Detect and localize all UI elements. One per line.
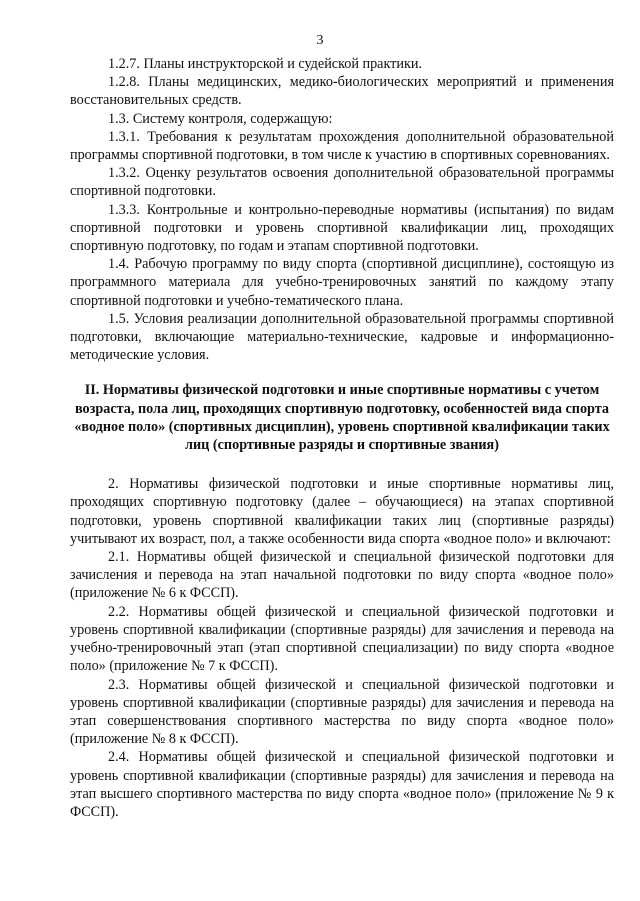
paragraph-2-1: 2.1. Нормативы общей физической и специальной физической подготовки для зачисления и перевода на этап начальной подготовки по виду спорта «водное поло» (приложение № 6 к ФССП). bbox=[70, 549, 614, 602]
paragraph-1-3-3: 1.3.3. Контрольные и контрольно-переводные нормативы (испытания) по видам спортивной подготовки и уровень спортивной квалификации лиц, проходящих спортивную подготовку, по годам и этапам спортивной подготовки. bbox=[70, 201, 614, 255]
paragraph-1-3: 1.3. Систему контроля, содержащую: bbox=[108, 110, 333, 127]
paragraph-2-3: 2.3. Нормативы общей физической и специальной физической подготовки и уровень спортивной квалификации (спортивные разряды) для зачисления и перевода на этап совершенствования спортивного мастерства по виду спорта «водное поло» (приложение № 8 к ФССП). bbox=[70, 676, 614, 748]
page-number: 3 bbox=[316, 33, 324, 48]
paragraph-1-3-1: 1.3.1. Требования к результатам прохождения дополнительной образовательной программы спортивной подготовки, в том числе к участию в спортивных соревнованиях. bbox=[70, 128, 614, 164]
paragraph-1-3-2: 1.3.2. Оценку результатов освоения дополнительной образовательной программы спортивной подготовки. bbox=[70, 165, 614, 200]
paragraph-1-2-8: 1.2.8. Планы медицинских, медико-биологических мероприятий и применения восстановительных средств. bbox=[70, 74, 614, 109]
paragraph-1-4: 1.4. Рабочую программу по виду спорта (спортивной дисциплине), состоящую из программного материала для учебно-тренировочных занятий по каждому этапу спортивной подготовки и учебно-тематического плана. bbox=[70, 256, 614, 309]
paragraph-1-2-7: 1.2.7. Планы инструкторской и судейской практики. bbox=[108, 56, 422, 72]
paragraph-2-2: 2.2. Нормативы общей физической и специальной физической подготовки и уровень спортивной квалификации (спортивные разряды) для зачисления и перевода на учебно-тренировочный этап (этап спортивной специализации) по виду спорта «водное поло» (приложение № 7 к ФССП). bbox=[70, 603, 614, 675]
paragraph-2: 2. Нормативы физической подготовки и иные спортивные нормативы лиц, проходящих спортивную подготовку (далее – обучающиеся) на этапах спортивной подготовки, уровень спортивной квалификации таких лиц (спортивные разряды) учитывают их возраст, пол, а также особенности вида спорта «водное поло» и включают: bbox=[70, 476, 614, 547]
document-body bbox=[70, 55, 614, 821]
paragraph-1-5: 1.5. Условия реализации дополнительной образовательной программы спортивной подготовки, включающие материально-технические, кадровые и информационно-методические условия. bbox=[70, 310, 614, 364]
paragraph-2-4: 2.4. Нормативы общей физической и специальной физической подготовки и уровень спортивной квалификации (спортивные разряды) для зачисления и перевода на этап высшего спортивного мастерства по виду спорта «водное поло» (приложение № 9 к ФССП). bbox=[70, 749, 614, 820]
section-heading: II. Нормативы физической подготовки и иные спортивные нормативы с учетом возраста, пола лиц, проходящих спортивную подготовку, особенностей вида спорта «водное поло» (спортивных дисциплин), уровень спортивной квалификации таких лиц (спортивные разряды и спортивные звания) bbox=[74, 382, 610, 454]
